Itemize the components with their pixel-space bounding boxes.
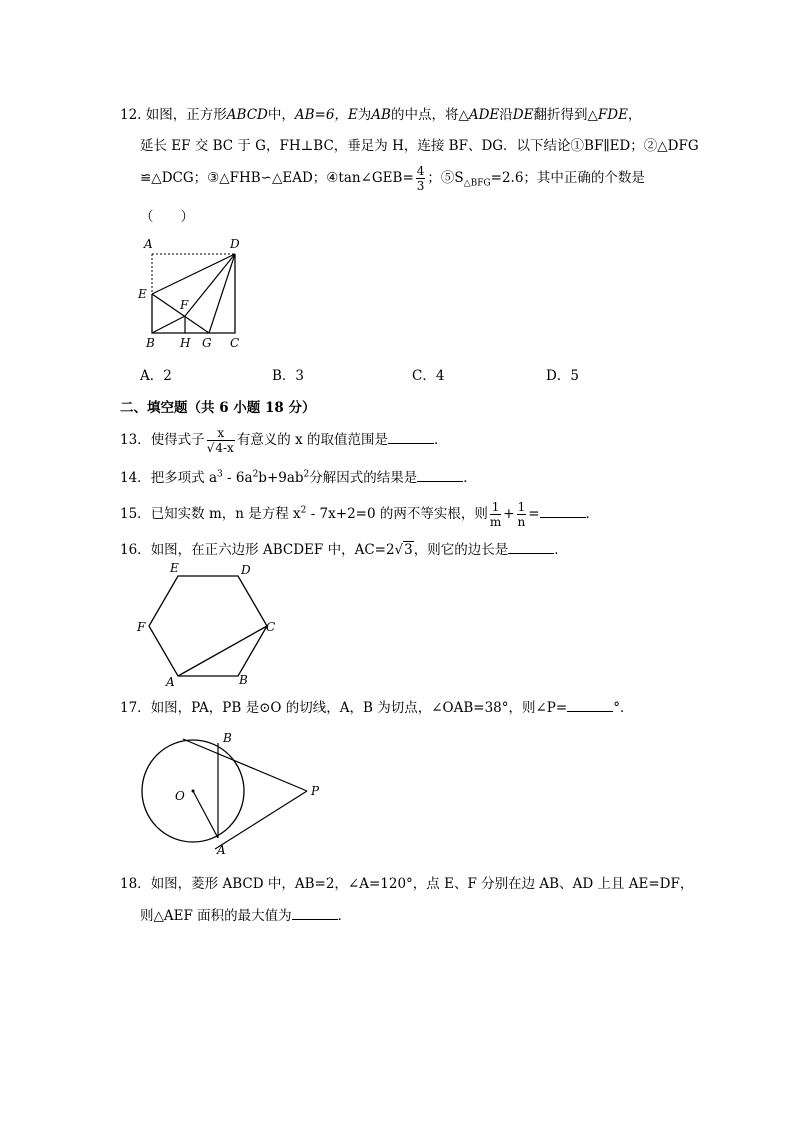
- q12-var-de: DE: [512, 107, 534, 123]
- q14-number: 14．: [120, 470, 151, 486]
- q12-var-abcd: ABCD: [226, 107, 268, 123]
- q13: [120, 426, 448, 455]
- q13-den: √4-x: [206, 441, 234, 455]
- q15-text-a: 已知实数 m，n 是方程 x: [150, 506, 301, 522]
- q12-text-a: 如图，正方形: [145, 107, 227, 123]
- q13-text-b: 有意义的 x 的取值范围是: [236, 432, 389, 448]
- q17-number: 17．: [120, 700, 151, 716]
- q12-var-fde: FDE: [597, 107, 628, 123]
- q12-line3: [140, 164, 645, 193]
- q13-answer-blank[interactable]: [388, 431, 434, 444]
- q12-option-c: C．4: [412, 368, 445, 384]
- q12-option-a: A．2: [140, 368, 172, 384]
- q15-num2: 1: [517, 500, 526, 514]
- q18-answer-blank[interactable]: [292, 907, 338, 920]
- q18-line1: [120, 872, 693, 892]
- q12-var-ab: AB: [371, 107, 391, 123]
- q12-text-e: 沿: [499, 107, 513, 123]
- q16: 16．如图，在正六边形 ABCDEF 中，AC=2√3，则它的边长是 ．: [120, 542, 568, 558]
- q16-answer-blank[interactable]: [508, 541, 554, 554]
- q12-frac-num: 4: [416, 164, 425, 178]
- q14-text-c: b+9ab: [258, 470, 304, 486]
- q14-text-b: - 6a: [222, 470, 253, 486]
- q17-end: °．: [613, 700, 634, 716]
- q14: [120, 466, 477, 486]
- q12-label-h: H: [180, 336, 191, 350]
- q15-frac2: [517, 500, 527, 529]
- q13-text-a: 使得式子: [150, 432, 205, 448]
- q17-text-a: 如图，PA，PB 是⊙O 的切线，A，B 为切点，∠OAB=38°，则∠P=: [150, 700, 568, 716]
- q17: [120, 696, 633, 716]
- q15-exp: 2: [300, 505, 307, 516]
- q12-label-g: G: [202, 336, 212, 350]
- q15-equals: =: [528, 506, 540, 522]
- q13-number: 13．: [120, 432, 151, 448]
- q12-label-f: F: [180, 298, 189, 312]
- q12-label-e: E: [138, 287, 147, 301]
- q12-var-ade: ADE: [468, 107, 500, 123]
- q16-text-a: 如图，在正六边形 ABCDEF 中，AC=2: [150, 542, 395, 558]
- q14-exp2: 2: [252, 469, 259, 480]
- q12-paren: （ ）: [140, 209, 194, 225]
- q12-label-c: C: [230, 336, 240, 350]
- q16-label-e: E: [170, 561, 179, 575]
- q15: [120, 500, 599, 529]
- q12-var-e: E: [347, 107, 358, 123]
- q12-line2: 延长 EF 交 BC 于 G，FH⊥BC，垂足为 H，连接 BF、DG．以下结论①BF∥ED；②△DFG: [140, 138, 699, 154]
- q15-end: ．: [585, 506, 600, 522]
- q12-number: 12.: [120, 107, 142, 123]
- q13-fraction: [207, 426, 235, 455]
- q16-number: 16．: [120, 542, 151, 558]
- q14-exp1: 3: [217, 469, 223, 480]
- q12-line3-a: ≌△DCG；③△FHB∽△EAD；④tan∠GEB=: [140, 170, 414, 186]
- q16-label-f: F: [137, 620, 146, 634]
- q15-num1: 1: [491, 500, 500, 514]
- q18-end: ．: [337, 908, 352, 924]
- q16-end: ．: [554, 542, 568, 558]
- q17-label-o: O: [175, 789, 185, 803]
- q12-text-c: 为: [357, 107, 372, 123]
- q17-circle-figure: [135, 724, 335, 859]
- q14-answer-blank[interactable]: [417, 469, 463, 482]
- q14-text-d: 分解因式的结果是: [309, 470, 418, 486]
- section-heading: 二、填空题（共 6 小题 18 分）: [120, 400, 316, 416]
- q17-label-p: P: [311, 784, 320, 798]
- q15-answer-blank[interactable]: [540, 505, 586, 518]
- q12-label-d: D: [230, 237, 240, 251]
- q17-label-b: B: [223, 731, 232, 745]
- q15-number: 15．: [120, 506, 151, 522]
- q14-exp3: 2: [303, 469, 310, 480]
- q16-hexagon-figure: [130, 560, 290, 690]
- q15-plus: +: [503, 506, 515, 522]
- q12-sub: △BFG: [463, 178, 491, 189]
- q16-text-b: ，则它的边长是: [413, 542, 509, 558]
- q12-label-b: B: [146, 336, 155, 350]
- q13-radicand: 4-x: [215, 441, 234, 455]
- q13-end: ．: [434, 432, 448, 448]
- q14-text-a: 把多项式 a: [150, 470, 218, 486]
- q12-line3-b: ；⑤S: [427, 170, 464, 186]
- q12-label-a: A: [144, 237, 153, 251]
- q16-label-b: B: [239, 673, 248, 687]
- q12-text-d: 的中点，将△: [390, 107, 469, 123]
- q12-figure: [130, 232, 260, 352]
- q12-fraction: [416, 164, 426, 193]
- q12-text-b: 中，: [267, 107, 295, 123]
- q15-text-b: - 7x+2=0 的两不等实根，则: [306, 506, 488, 522]
- q17-label-a: A: [217, 843, 226, 857]
- q12-line1: [120, 103, 641, 123]
- q12-text-f: 翻折得到△: [533, 107, 598, 123]
- q16-label-d: D: [241, 563, 251, 577]
- q15-den2: n: [517, 515, 526, 529]
- q18-number: 18．: [120, 876, 151, 892]
- q12-option-b: B．3: [272, 368, 305, 384]
- q18-text-line2: 则△AEF 面积的最大值为: [140, 908, 292, 924]
- q12-text-g: ，: [627, 107, 642, 123]
- q12-frac-den: 3: [416, 179, 425, 193]
- q12-ab-eq: AB=6，: [294, 107, 348, 123]
- q12-option-d: D．5: [546, 368, 579, 384]
- q18-text-line1: 如图，菱形 ABCD 中，AB=2，∠A=120°，点 E、F 分别在边 AB、AD 上且 AE=DF，: [150, 876, 694, 892]
- q15-den1: m: [489, 515, 502, 529]
- q17-answer-blank[interactable]: [567, 699, 613, 712]
- q15-frac1: [490, 500, 501, 529]
- q12-line3-c: =2.6；其中正确的个数是: [490, 170, 645, 186]
- q16-label-a: A: [166, 675, 175, 689]
- q16-radicand: 3: [404, 542, 413, 558]
- q14-end: ．: [463, 470, 477, 486]
- q18-line2: [140, 904, 351, 924]
- q16-label-c: C: [266, 620, 276, 634]
- q13-num: x: [207, 426, 235, 441]
